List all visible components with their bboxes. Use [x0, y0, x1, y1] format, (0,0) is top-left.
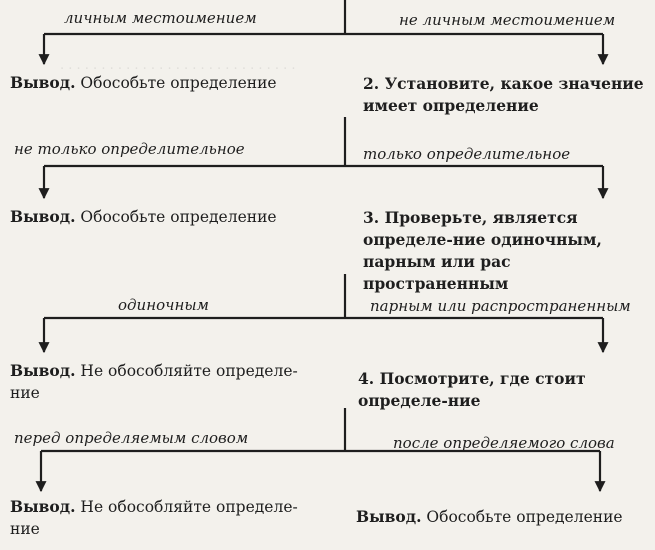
conclusion-box	[10, 360, 325, 404]
conclusion-text: Обособьте определение	[426, 508, 623, 526]
conclusion-box	[356, 506, 651, 528]
conclusion-prefix: Вывод.	[10, 73, 76, 92]
branch-label: парным или распространенным	[370, 297, 631, 315]
branch-label: после определяемого слова	[393, 434, 615, 452]
branch-label: перед определяемым словом	[14, 429, 249, 447]
conclusion-text: Обособьте определение	[80, 74, 277, 92]
branch-label: не только определительное	[14, 140, 245, 158]
step-box: 3. Проверьте, является определе-ние одиночным, парным или рас пространенным	[363, 208, 602, 293]
conclusion-box	[10, 206, 330, 228]
conclusion-text: Обособьте определение	[80, 208, 277, 226]
conclusion-prefix: Вывод.	[10, 497, 76, 516]
conclusion-box	[10, 72, 330, 94]
conclusion-prefix: Вывод.	[10, 361, 76, 380]
step-box: 4. Посмотрите, где стоит определе-ние	[358, 369, 586, 410]
branch-label: не личным местоимением	[399, 11, 616, 29]
step-box: 2. Установите, какое значение имеет определение	[363, 74, 644, 115]
branch-label: одиночным	[118, 296, 209, 314]
branch-label: только определительное	[363, 145, 571, 163]
conclusion-prefix: Вывод.	[356, 507, 422, 526]
conclusion-text: Не обособляйте определе-ние	[10, 362, 298, 402]
conclusion-box	[10, 496, 325, 540]
branch-label: личным местоимением	[64, 9, 257, 27]
conclusion-text: Не обособляйте определе-ние	[10, 498, 298, 538]
conclusion-prefix: Вывод.	[10, 207, 76, 226]
show-through-text: . . . . . . . . . . . . . . . . . . . . . . . . . . . . .	[60, 58, 296, 73]
